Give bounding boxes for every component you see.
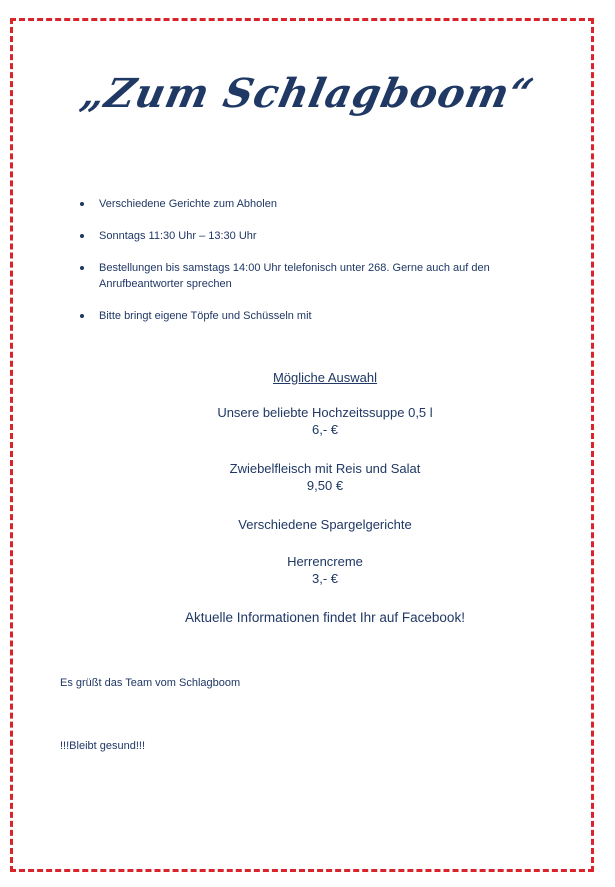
menu-heading: Mögliche Auswahl [272,370,378,385]
menu-item-price: 6,- € [311,422,338,437]
list-item [80,228,530,244]
menu-item-spargel [40,516,610,533]
greeting-text: Es grüßt das Team vom Schlagboom [60,677,241,689]
info-bullet-list [80,196,530,340]
bullet-text: Bestellungen bis samstags 14:00 Uhr telefonisch unter 268. Gerne auch auf den Anrufbeantworter sprechen [99,262,490,290]
menu-item-price: 9,50 € [306,478,344,493]
bullet-icon [80,266,84,270]
bullet-icon [80,234,84,238]
closing-text: !!!Bleibt gesund!!! [60,740,145,752]
menu-item-name: Herrencreme [287,554,363,569]
menu-item-name: Zwiebelfleisch mit Reis und Salat [229,461,421,476]
page-title: „Zum Schlagboom“ [76,70,539,117]
menu-item-soup [40,404,610,438]
bullet-text: Sonntags 11:30 Uhr – 13:30 Uhr [99,230,257,242]
facebook-note: Aktuelle Informationen findet Ihr auf Facebook! [185,610,465,625]
menu-item-herrencreme [40,553,610,587]
menu-item-price: 3,- € [311,571,338,586]
list-item [80,260,530,292]
menu-item-name: Unsere beliebte Hochzeitssuppe 0,5 l [217,405,433,420]
bullet-icon [80,202,84,206]
menu-item-name: Verschiedene Spargelgerichte [238,517,412,532]
menu-item-zwiebelfleisch [40,460,610,494]
list-item [80,196,530,212]
list-item [80,308,530,324]
bullet-icon [80,314,84,318]
bullet-text: Bitte bringt eigene Töpfe und Schüsseln mit [99,310,312,322]
bullet-text: Verschiedene Gerichte zum Abholen [99,198,277,210]
